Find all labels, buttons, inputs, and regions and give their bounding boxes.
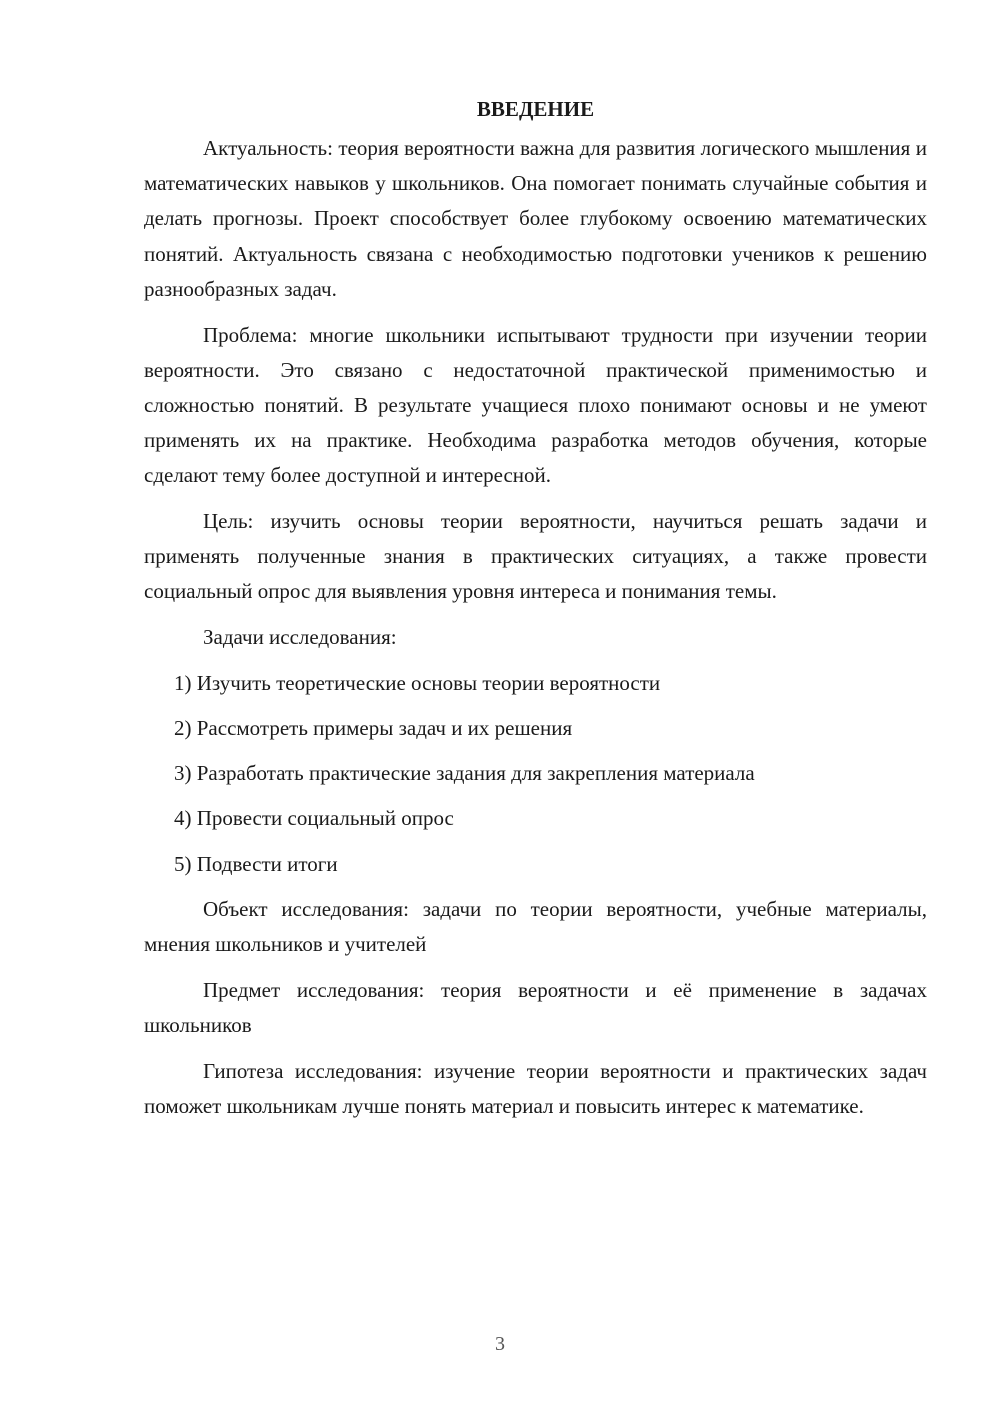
tasks-list bbox=[144, 666, 927, 882]
object-paragraph: Объект исследования: задачи по теории вероятности, учебные материалы, мнения школьников и учителей bbox=[144, 896, 927, 957]
list-item: 3) Разработать практические задания для закрепления материала bbox=[174, 761, 755, 786]
list-item: 1) Изучить теоретические основы теории вероятности bbox=[174, 670, 661, 695]
subject-paragraph: Предмет исследования: теория вероятности и её применение в задачах школьников bbox=[144, 977, 927, 1037]
problem-paragraph: Проблема: многие школьники испытывают трудности при изучении теории вероятности. Это связано с недостаточной практической применимостью и сложностью понятий. В результате учащиеся плохо понимают основы и не умеют применять их на практике. Необходима разработка методов обучения, которые сделают тему более доступной и интересной. bbox=[144, 322, 927, 488]
relevance-paragraph: Актуальность: теория вероятности важна для развития логического мышления и математических навыков у школьников. Она помогает понимать случайные события и делать прогнозы. Проект способствует более глубокому освоению математических понятий. Актуальность связана с необходимостью подготовки учеников к решению разнообразных задач. bbox=[144, 136, 927, 301]
goal-paragraph: Цель: изучить основы теории вероятности, научиться решать задачи и применять полученные знания в практических ситуациях, а также провести социальный опрос для выявления уровня интереса и понимания темы. bbox=[144, 509, 927, 604]
page-title: ВВЕДЕНИЕ bbox=[476, 97, 595, 121]
tasks-title: Задачи исследования: bbox=[203, 625, 397, 650]
list-item: 2) Рассмотреть примеры задач и их решения bbox=[174, 716, 573, 741]
document-page bbox=[144, 92, 927, 1135]
list-item: 4) Провести социальный опрос bbox=[174, 806, 454, 831]
list-item: 5) Подвести итоги bbox=[174, 851, 338, 876]
page-number: 3 bbox=[495, 1333, 505, 1355]
hypothesis-paragraph: Гипотеза исследования: изучение теории вероятности и практических задач поможет школьникам лучше понять материал и повысить интерес к математике. bbox=[144, 1058, 927, 1118]
